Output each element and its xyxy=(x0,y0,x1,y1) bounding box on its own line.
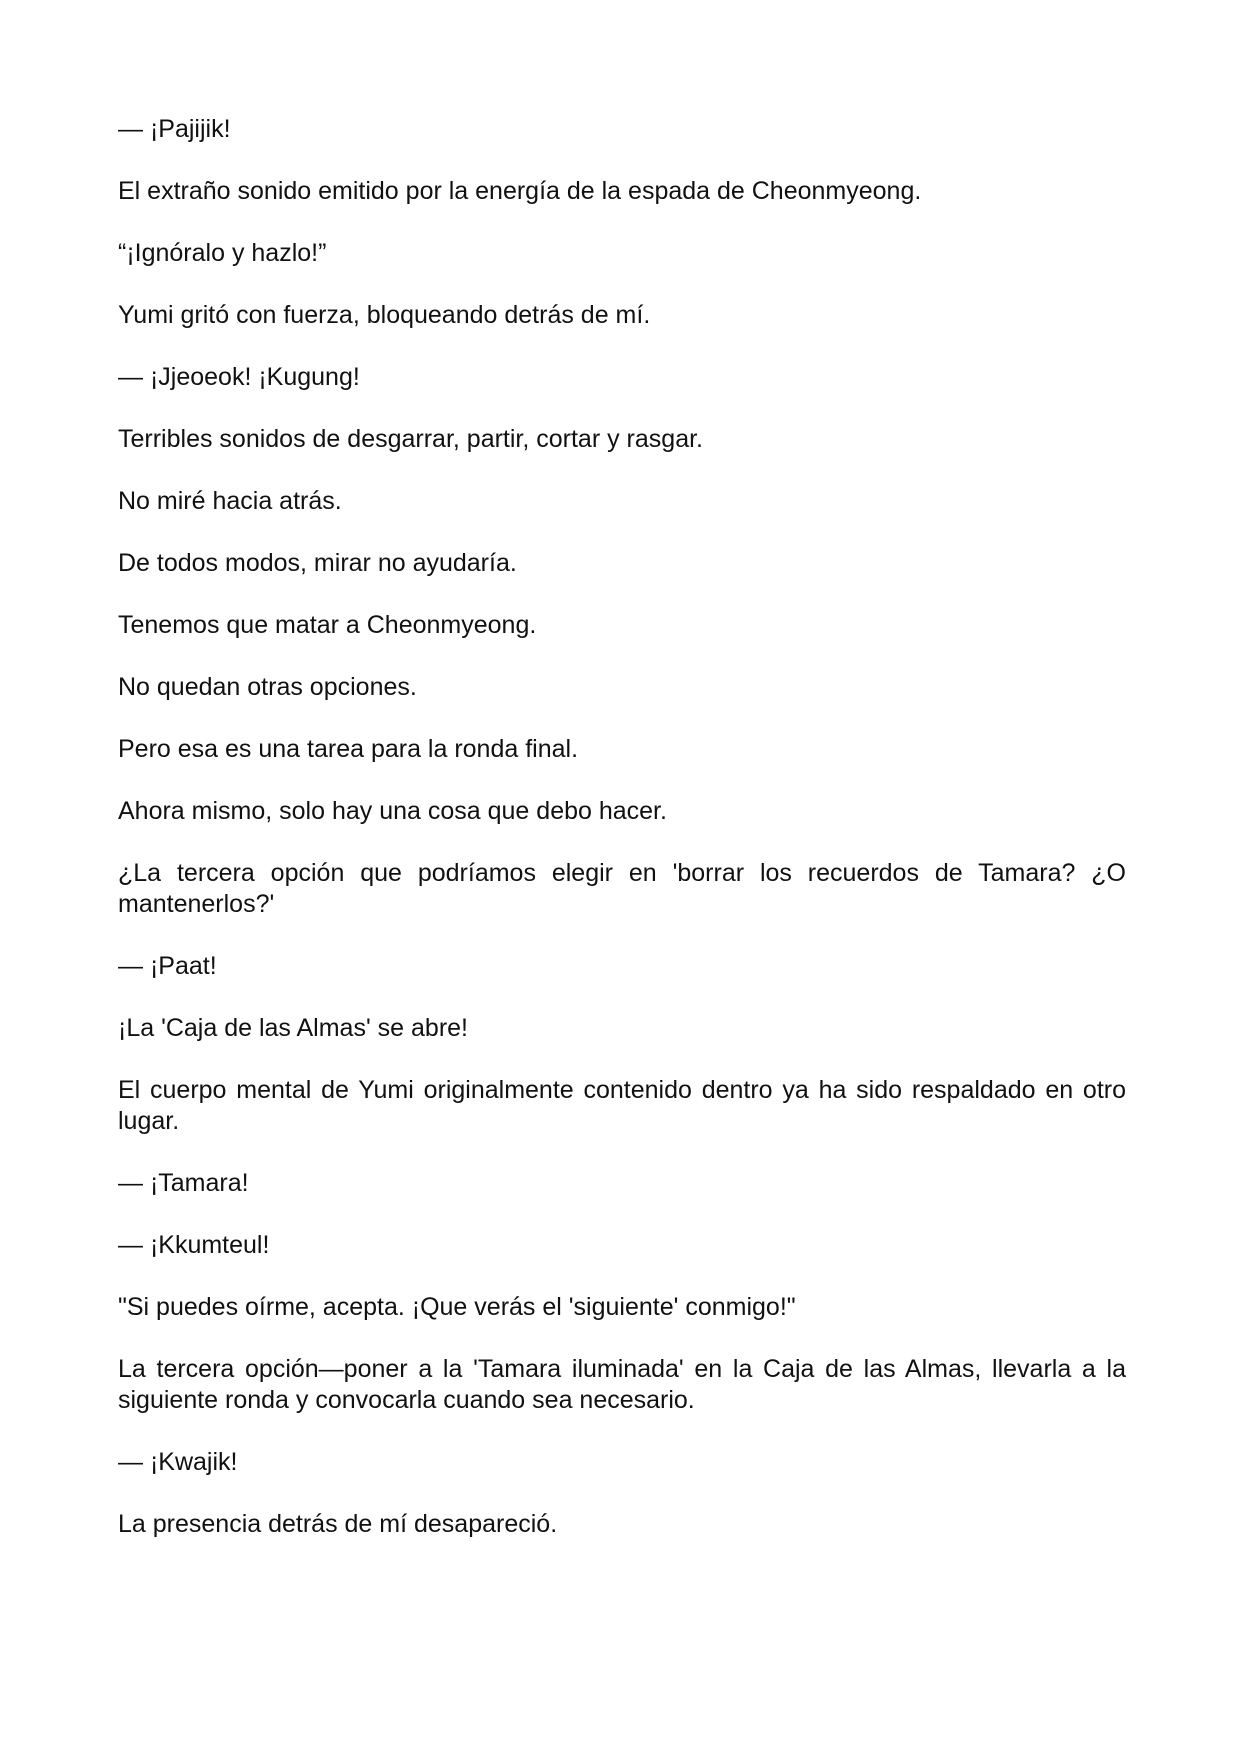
paragraph: El cuerpo mental de Yumi originalmente contenido dentro ya ha sido respaldado en otro lugar. xyxy=(118,1076,1126,1135)
paragraph: — ¡Paat! xyxy=(118,952,217,980)
paragraph: La presencia detrás de mí desapareció. xyxy=(118,1510,558,1538)
paragraph: — ¡Kwajik! xyxy=(118,1448,238,1476)
paragraph: Terribles sonidos de desgarrar, partir, cortar y rasgar. xyxy=(118,425,703,453)
paragraph: “¡Ignóralo y hazlo!” xyxy=(118,239,327,267)
paragraph: El extraño sonido emitido por la energía de la espada de Cheonmyeong. xyxy=(118,177,922,205)
paragraph: No quedan otras opciones. xyxy=(118,673,417,701)
paragraph: Tenemos que matar a Cheonmyeong. xyxy=(118,611,537,639)
paragraph: Yumi gritó con fuerza, bloqueando detrás de mí. xyxy=(118,301,651,329)
paragraph: — ¡Pajijik! xyxy=(118,115,231,143)
paragraph: "Si puedes oírme, acepta. ¡Que verás el 'siguiente' conmigo!" xyxy=(118,1293,796,1321)
paragraph: La tercera opción—poner a la 'Tamara iluminada' en la Caja de las Almas, llevarla a la siguiente ronda y convocarla cuando sea necesario. xyxy=(118,1355,1126,1414)
paragraph: — ¡Kkumteul! xyxy=(118,1231,270,1259)
paragraph: — ¡Jjeoeok! ¡Kugung! xyxy=(118,363,360,391)
paragraph: No miré hacia atrás. xyxy=(118,487,342,515)
paragraph: — ¡Tamara! xyxy=(118,1169,249,1197)
paragraph: ¡La 'Caja de las Almas' se abre! xyxy=(118,1014,468,1042)
body-text xyxy=(118,114,1126,1571)
paragraph: ¿La tercera opción que podríamos elegir en 'borrar los recuerdos de Tamara? ¿O mantenerlos?' xyxy=(118,859,1126,918)
paragraph: Ahora mismo, solo hay una cosa que debo hacer. xyxy=(118,797,667,825)
paragraph: De todos modos, mirar no ayudaría. xyxy=(118,549,517,577)
paragraph: Pero esa es una tarea para la ronda final. xyxy=(118,735,579,763)
